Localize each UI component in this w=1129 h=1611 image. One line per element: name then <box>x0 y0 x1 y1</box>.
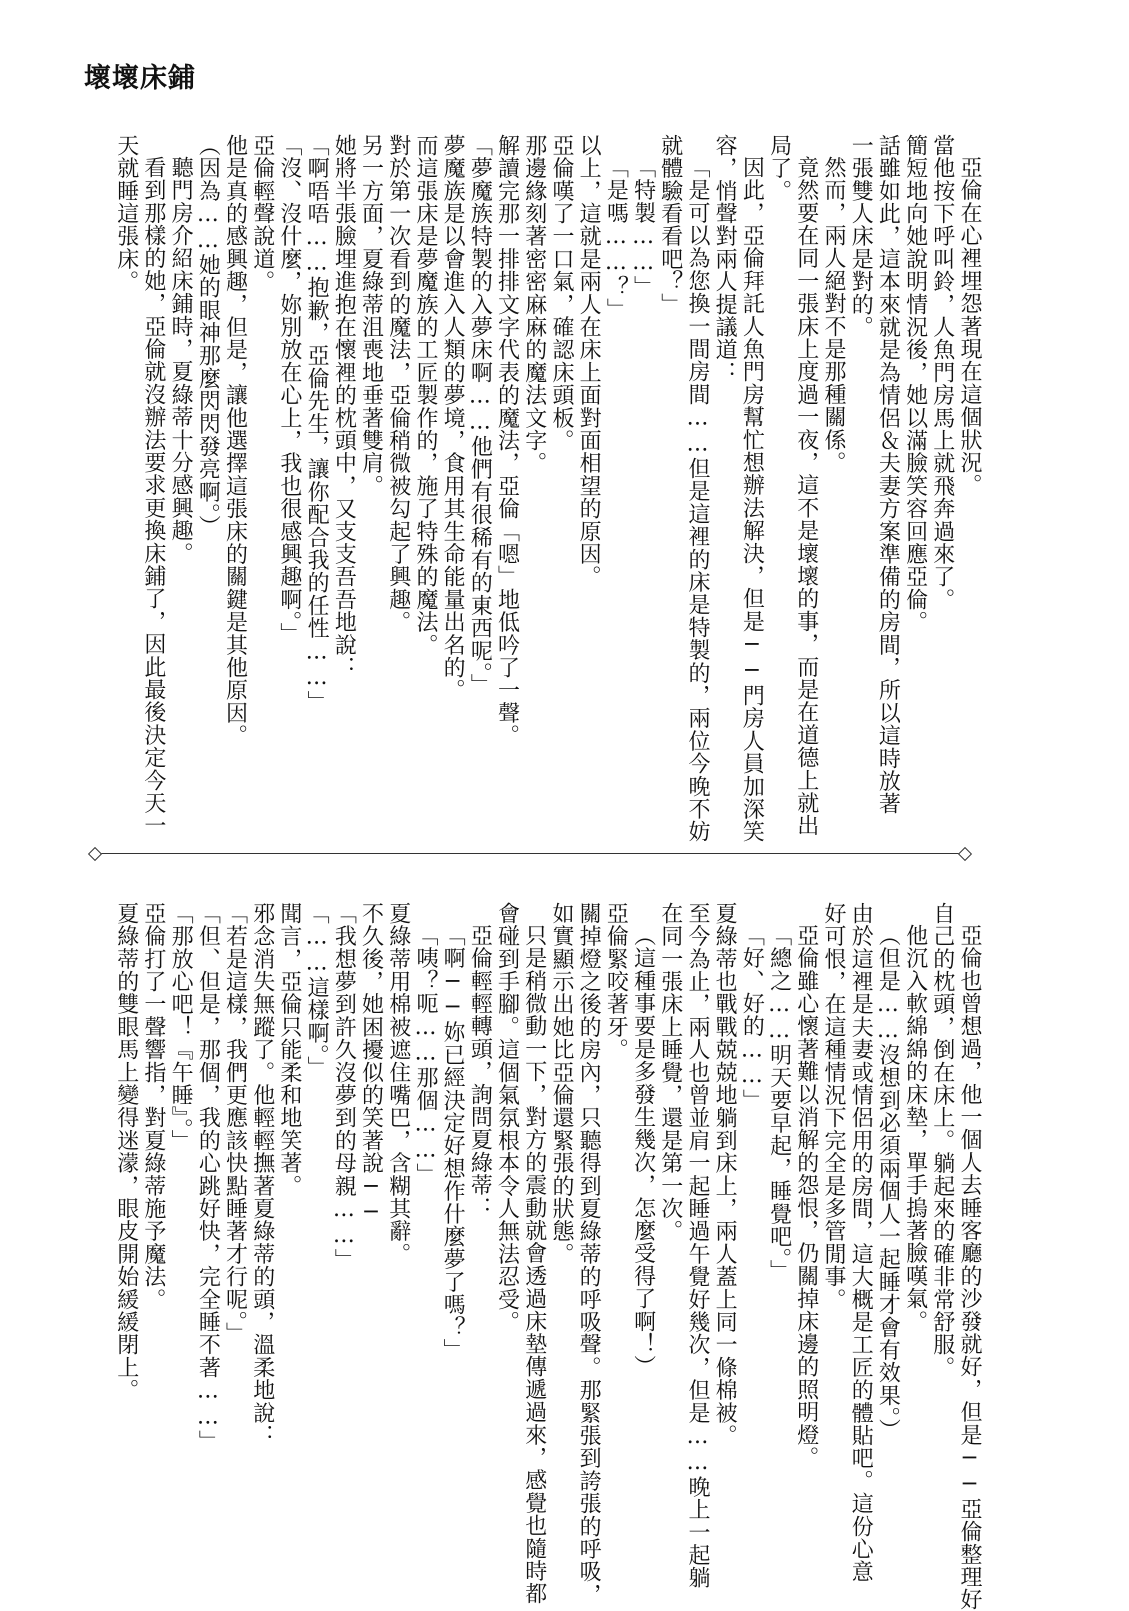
text-line: 當他按下呼叫鈴，人魚門房馬上就飛奔過來了。 <box>929 134 955 611</box>
text-line: 亞倫嘆了一口氣，確認床頭板。 <box>548 134 574 452</box>
text-line: 亞倫打了一聲響指，對夏綠蒂施予魔法。 <box>140 902 166 1311</box>
divider-diamond-left-icon <box>88 847 102 861</box>
text-line: 亞倫在心裡埋怨著現在這個狀況。 <box>957 156 982 497</box>
text-line: 「特製……」 <box>630 156 656 299</box>
text-line: 「沒、沒什麼，妳別放在心上，我也很感興趣啊。」 <box>276 134 302 646</box>
text-line: 亞倫也曾想過，他一個人去睡客廳的沙發就好，但是──亞倫整理好 <box>957 924 982 1611</box>
text-section-2 <box>113 902 984 1611</box>
text-line: 至今為止，兩人也曾並肩一起睡過午覺好幾次，但是……晚上一起躺 <box>684 902 710 1589</box>
text-line: 夏綠蒂也戰戰兢兢地躺到床上，兩人蓋上同一條棉被。 <box>712 902 738 1447</box>
text-line: 容，悄聲對兩人提議道： <box>712 134 738 384</box>
text-line: 簡短地向她說明情況後，她以滿臉笑容回應亞倫。 <box>902 134 928 634</box>
section-divider <box>88 846 972 862</box>
text-line: 一張雙人床是對的。 <box>848 134 874 339</box>
text-line: 夏綠蒂用棉被遮住嘴巴，含糊其辭。 <box>385 902 411 1266</box>
text-line: 聽門房介紹床鋪時，夏綠蒂十分感興趣。 <box>168 156 194 565</box>
text-line: （但是……沒想到必須兩個人一起睡才會有效果。） <box>875 924 901 1442</box>
text-line: 局了。 <box>766 134 792 203</box>
text-line: 「啊唔唔……抱歉，亞倫先生，讓你配合我的任性……」 <box>304 134 330 714</box>
text-line: 關掉燈之後的房內，只聽得到夏綠蒂的呼吸聲。那緊張到誇張的呼吸， <box>576 902 602 1606</box>
text-line: 就體驗看看吧？」 <box>657 134 683 316</box>
text-line: 夏綠蒂的雙眼馬上變得迷濛，眼皮開始緩緩閉上。 <box>113 902 139 1402</box>
text-line: 只是稍微動一下，對方的震動就會透過床墊傳遞過來，感覺也隨時都 <box>521 924 547 1605</box>
text-line: 「我想夢到許久沒夢到的母親……」 <box>331 902 357 1272</box>
text-line: 「……這樣啊。」 <box>304 902 330 1079</box>
text-line: 亞倫輕輕轉頭，詢問夏綠蒂： <box>467 924 493 1220</box>
text-line: 「咦？呃……那個……」 <box>412 924 438 1186</box>
text-line: 「夢魔族特製的入夢床啊……他們有很稀有的東西呢。」 <box>467 134 493 697</box>
text-line: 以上，這就是兩人在床上面對面相望的原因。 <box>576 134 602 588</box>
divider-diamond-right-icon <box>958 847 972 861</box>
text-line: 亞倫緊咬著牙。 <box>603 902 629 1061</box>
text-line: 對於第一次看到的魔法，亞倫稍微被勾起了興趣。 <box>385 134 411 634</box>
text-line: 竟然要在同一張床上度過一夜，這不是壞壞的事，而是在道德上就出 <box>793 156 819 837</box>
text-line: 另一方面，夏綠蒂沮喪地垂著雙肩。 <box>358 134 384 498</box>
text-line: 自己的枕頭，倒在床上。躺起來的確非常舒服。 <box>929 902 955 1379</box>
text-line: 好可恨，在這種情況下完全是多管閒事。 <box>820 902 846 1311</box>
text-line: 「那放心吧！『午睡』。」 <box>168 902 194 1153</box>
text-line: 會碰到手腳。這個氣氛根本令人無法忍受。 <box>494 902 520 1334</box>
text-line: 「但、但是，那個，我的心跳好快，完全睡不著……」 <box>195 902 221 1453</box>
text-line: 「是嗎……？」 <box>603 156 629 321</box>
text-line: 他是真的感興趣，但是，讓他選擇這張床的關鍵是其他原因。 <box>222 134 248 747</box>
text-line: 解讀完那一排排文字代表的魔法，亞倫「嗯」地低吟了一聲。 <box>494 134 520 747</box>
text-line: 然而，兩人絕對不是那種關係。 <box>820 156 846 474</box>
text-line: 「若是這樣，我們更應該快點睡著才行呢。」 <box>222 902 248 1345</box>
text-line: （因為……她的眼神那麼閃閃發亮啊。） <box>195 134 221 538</box>
text-line: 邪念消失無蹤了。他輕輕撫著夏綠蒂的頭，溫柔地說： <box>249 902 275 1447</box>
text-line: 亞倫輕聲說道。 <box>249 134 275 293</box>
text-line: （這種事要是多發生幾次，怎麼受得了啊！） <box>630 924 656 1378</box>
text-line: 「是可以為您換一間房間……但是這裡的床是特製的，兩位今晚不妨 <box>684 156 710 843</box>
text-line: 在同一張床上睡覺，還是第一次。 <box>657 902 683 1243</box>
text-line: 不久後，她困擾似的笑著說── <box>358 902 384 1226</box>
text-line: 「啊──妳已經決定好想作什麼夢了嗎？」 <box>440 924 466 1362</box>
text-section-1 <box>113 134 984 843</box>
text-line: 夢魔族是以會進入人類的夢境，食用其生命能量出名的。 <box>440 134 466 702</box>
text-line: 亞倫雖心懷著難以消解的怨恨，仍關掉床邊的照明燈。 <box>793 924 819 1469</box>
page-title: 壞壞床鋪 <box>84 63 196 94</box>
text-line: 看到那樣的她，亞倫就沒辦法要求更換床鋪了，因此最後決定今天一 <box>140 156 166 837</box>
text-line: 天就睡這張床。 <box>113 134 139 293</box>
text-line: 她將半張臉埋進抱在懷裡的枕頭中，又支支吾吾地說： <box>331 134 357 679</box>
text-line: 聞言，亞倫只能柔和地笑著。 <box>276 902 302 1198</box>
text-line: 因此，亞倫拜託人魚門房幫忙想辦法解決，但是──門房人員加深笑 <box>739 156 765 843</box>
divider-line <box>100 853 960 854</box>
text-line: 而這張床是夢魔族的工匠製作的，施了特殊的魔法。 <box>412 134 438 657</box>
text-line: 話雖如此，這本來就是為情侶＆夫妻方案準備的房間，所以這時放著 <box>875 134 901 815</box>
text-line: 如實顯示出她比亞倫還緊張的狀態。 <box>548 902 574 1266</box>
text-line: 由於這裡是夫妻或情侶用的房間，這大概是工匠的體貼吧。這份心意 <box>848 902 874 1583</box>
text-line: 「好、好的……」 <box>739 924 765 1112</box>
text-line: 那邊緣刻著密密麻麻的魔法文字。 <box>521 134 547 475</box>
text-line: 他沉入軟綿綿的床墊，單手摀著臉嘆氣。 <box>902 924 928 1333</box>
text-line: 「總之……明天要早起，睡覺吧。」 <box>766 924 792 1283</box>
